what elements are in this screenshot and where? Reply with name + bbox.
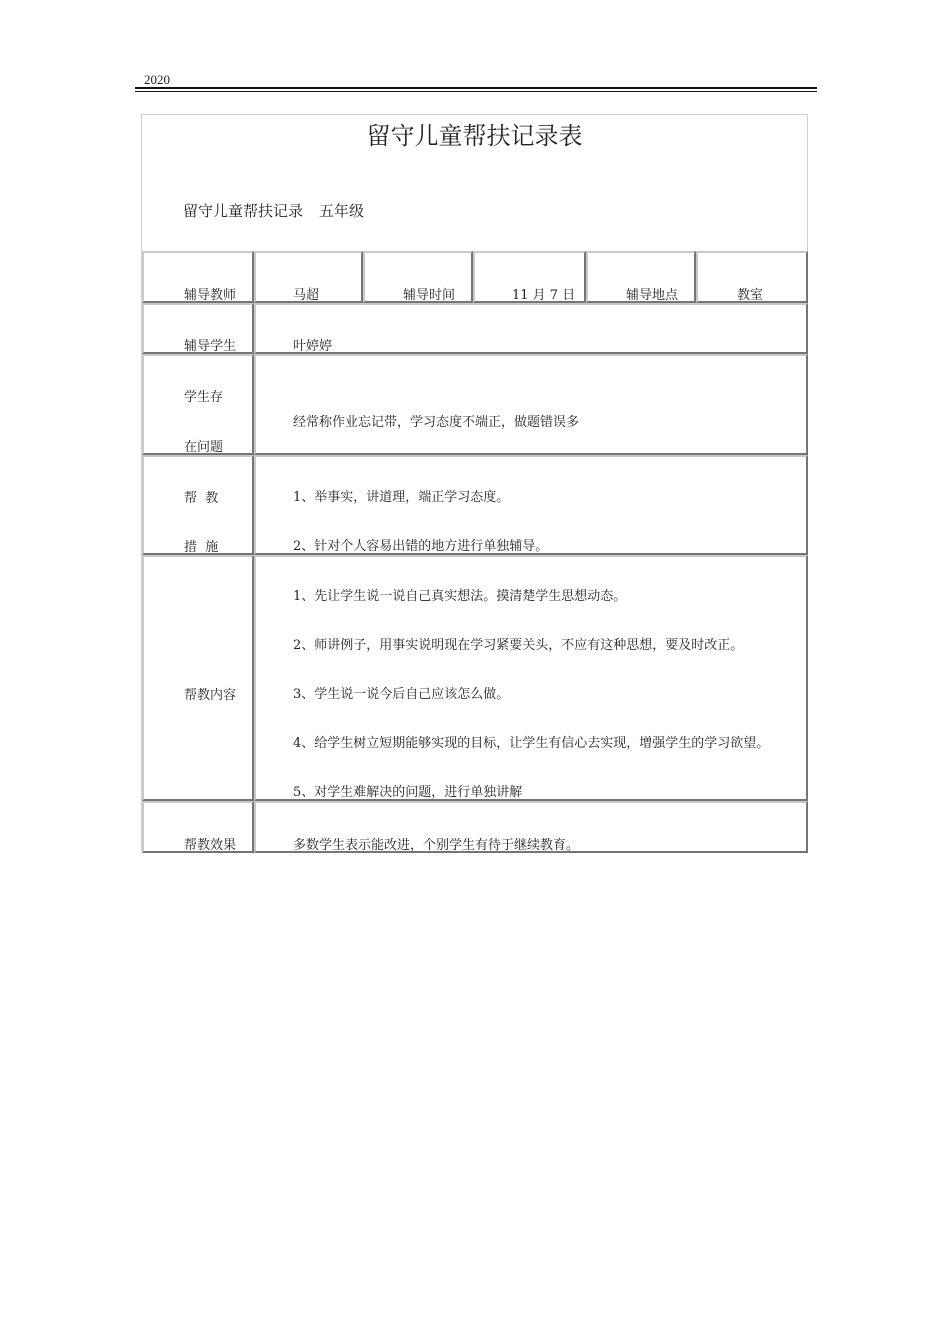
problems-value: 经常称作业忘记带，学习态度不端正，做题错误多 [293,415,580,430]
measures-item: 1、举事实，讲道理，端正学习态度。 [293,490,510,505]
measures-item: 2、针对个人容易出错的地方进行单独辅导。 [293,539,549,554]
problems-label-cell [142,354,254,455]
content-item: 5、对学生难解决的问题，进行单独讲解 [293,785,523,800]
problems-label-line1: 学生存 [184,390,224,405]
problems-value-cell [254,354,808,455]
content-value-cell [254,555,808,801]
time-value: 11 月 7 日 [512,288,576,303]
effect-value-cell [254,801,808,853]
student-label-cell [142,303,254,354]
teacher-label: 辅导教师 [184,288,237,303]
teacher-value: 马超 [293,288,320,303]
place-label: 辅导地点 [626,288,679,303]
content-item: 2、师讲例子，用事实说明现在学习紧要关头，不应有这种思想，要及时改正。 [293,638,744,653]
time-label: 辅导时间 [403,288,456,303]
teacher-label-cell [142,251,254,303]
place-value-cell [696,251,808,303]
header-year: 2020 [144,72,170,87]
problems-label-line2: 在问题 [184,440,224,455]
content-item: 3、学生说一说今后自己应该怎么做。 [293,687,510,702]
teacher-value-cell [254,251,363,303]
grade-text: 五年级 [319,202,365,220]
student-label: 辅导学生 [184,339,237,354]
content-label-cell [142,555,254,801]
time-value-cell [473,251,586,303]
place-value: 教室 [737,288,764,303]
content-item: 1、先让学生说一说自己真实想法。摸清楚学生思想动态。 [293,589,627,604]
subtitle-text: 留守儿童帮扶记录 [183,202,304,220]
time-label-cell [363,251,473,303]
header-rule [135,87,817,89]
document-title: 留守儿童帮扶记录表 [366,122,583,150]
place-label-cell [586,251,696,303]
student-value-cell [254,303,808,354]
header-rule-thin [135,91,817,92]
effect-label: 帮教效果 [184,838,237,853]
measures-value-cell [254,455,808,555]
measures-label-line1: 帮 教 [184,491,219,506]
effect-label-cell [142,801,254,853]
document-subtitle [183,200,364,221]
measures-label-line2: 措 施 [184,540,219,555]
content-item: 4、给学生树立短期能够实现的目标，让学生有信心去实现，增强学生的学习欲望。 [293,736,770,751]
measures-label-cell [142,455,254,555]
content-label: 帮教内容 [184,688,237,703]
effect-value: 多数学生表示能改进，个别学生有待于继续教育。 [293,838,580,853]
student-value: 叶婷婷 [293,339,333,354]
